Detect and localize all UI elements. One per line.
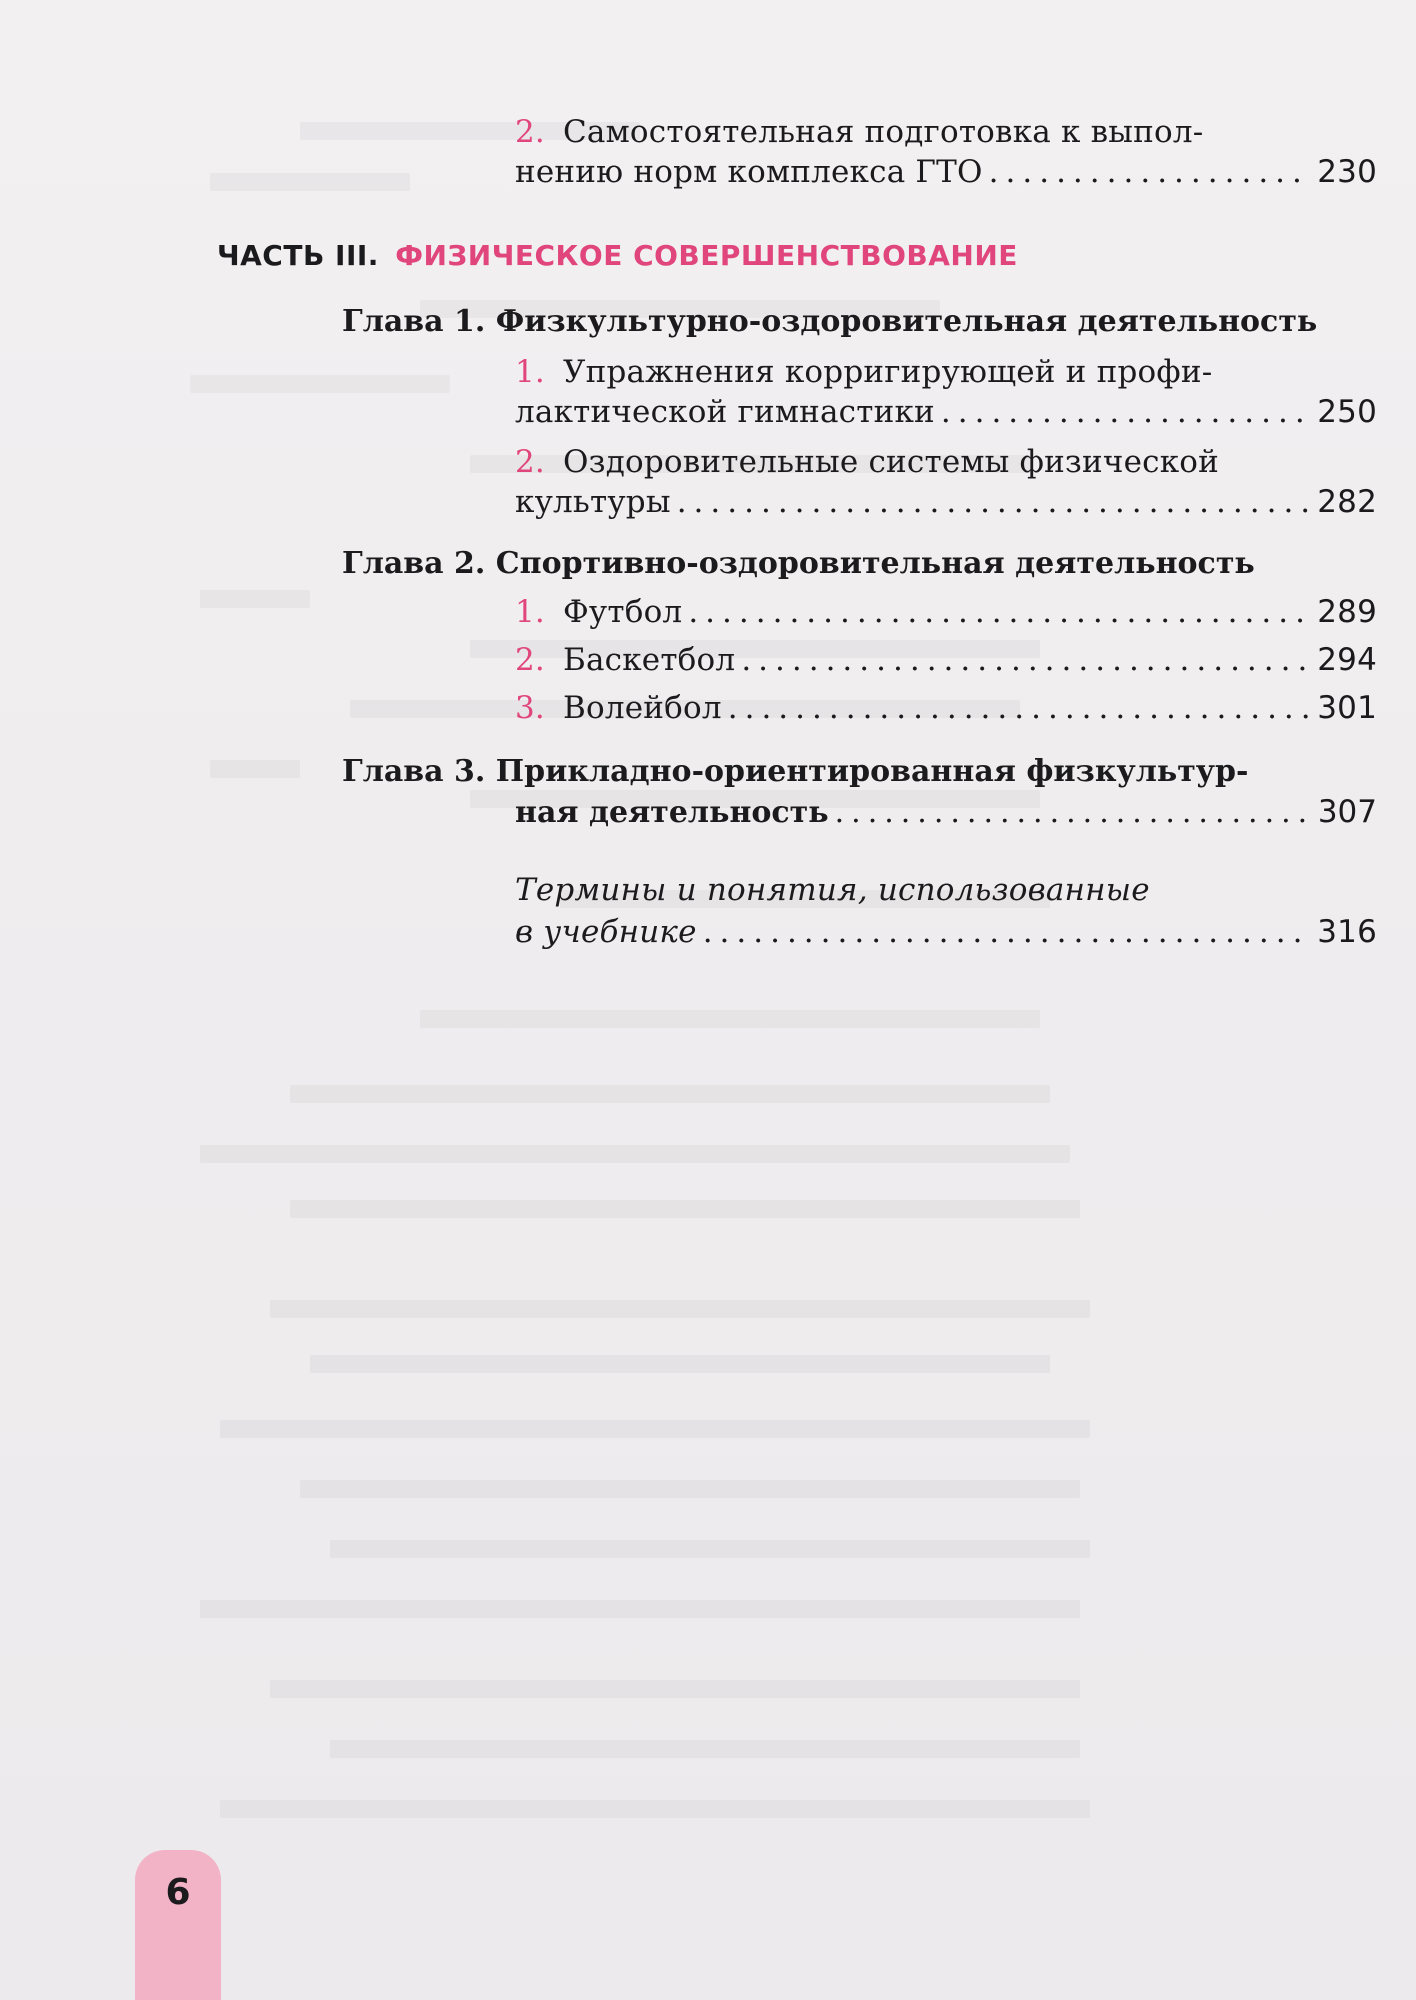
part-title: ФИЗИЧЕСКОЕ СОВЕРШЕНСТВОВАНИЕ <box>395 239 1018 272</box>
toc-item-glossary-line1[interactable] <box>515 870 1150 910</box>
item-title: Оздоровительные системы физической <box>562 444 1219 480</box>
toc-item-gto-line1[interactable] <box>515 112 1203 152</box>
toc-item-health-systems-line1[interactable] <box>515 442 1219 482</box>
item-number: 2. <box>515 642 545 678</box>
item-title: Баскетбол <box>562 642 736 678</box>
item-page: 282 <box>1317 484 1377 520</box>
item-title-continued: нению норм комплекса ГТО <box>515 154 983 190</box>
chapter-title-continued: ная деятельность <box>515 795 829 830</box>
item-page: 250 <box>1317 394 1377 430</box>
toc-item-health-systems-line2[interactable] <box>515 482 1377 522</box>
chapter-3-title-line2[interactable] <box>515 792 1377 833</box>
item-title-continued: в учебнике <box>515 914 697 950</box>
toc-item-corrective-gymnastics-line1[interactable] <box>515 352 1212 392</box>
leader-dots <box>703 912 1312 952</box>
toc-item-glossary-line2[interactable] <box>515 912 1377 952</box>
chapter-page: 307 <box>1317 794 1377 830</box>
item-number: 2. <box>515 114 545 150</box>
item-title: Волейбол <box>562 690 722 726</box>
item-page: 230 <box>1317 154 1377 190</box>
toc-item-basketball[interactable] <box>515 640 1377 680</box>
leader-dots <box>989 152 1312 192</box>
chapter-2-title[interactable]: Глава 2. Спортивно-оздоровительная деятельность <box>342 546 1255 581</box>
toc-item-volleyball[interactable] <box>515 688 1377 728</box>
item-title: Футбол <box>562 594 683 630</box>
part-label: ЧАСТЬ III. <box>217 239 379 272</box>
item-number: 3. <box>515 690 545 726</box>
item-number: 1. <box>515 354 545 390</box>
item-page: 289 <box>1317 594 1377 630</box>
part-heading <box>217 236 1018 276</box>
item-title-continued: лактической гимнастики <box>515 394 935 430</box>
item-title: Упражнения корригирующей и профи- <box>562 354 1213 390</box>
leader-dots <box>688 592 1311 632</box>
toc-item-gto-line2[interactable] <box>515 152 1377 192</box>
leader-dots <box>728 688 1311 728</box>
item-title: Термины и понятия, использованные <box>515 872 1150 908</box>
item-title: Самостоятельная подготовка к выпол- <box>562 114 1204 150</box>
page-number-badge <box>135 1850 221 2000</box>
item-page: 301 <box>1317 690 1377 726</box>
leader-dots <box>677 482 1312 522</box>
leader-dots <box>941 392 1311 432</box>
leader-dots <box>741 640 1311 680</box>
leader-dots <box>835 793 1312 833</box>
item-page: 294 <box>1317 642 1377 678</box>
chapter-3-title-line1[interactable]: Глава 3. Прикладно-ориентированная физкультур- <box>342 754 1249 789</box>
toc-item-football[interactable] <box>515 592 1377 632</box>
item-number: 2. <box>515 444 545 480</box>
item-page: 316 <box>1317 914 1377 950</box>
page-number: 6 <box>165 1872 191 1913</box>
item-title-continued: культуры <box>515 484 671 520</box>
toc-item-corrective-gymnastics-line2[interactable] <box>515 392 1377 432</box>
chapter-1-title[interactable]: Глава 1. Физкультурно-оздоровительная деятельность <box>342 304 1318 339</box>
item-number: 1. <box>515 594 545 630</box>
